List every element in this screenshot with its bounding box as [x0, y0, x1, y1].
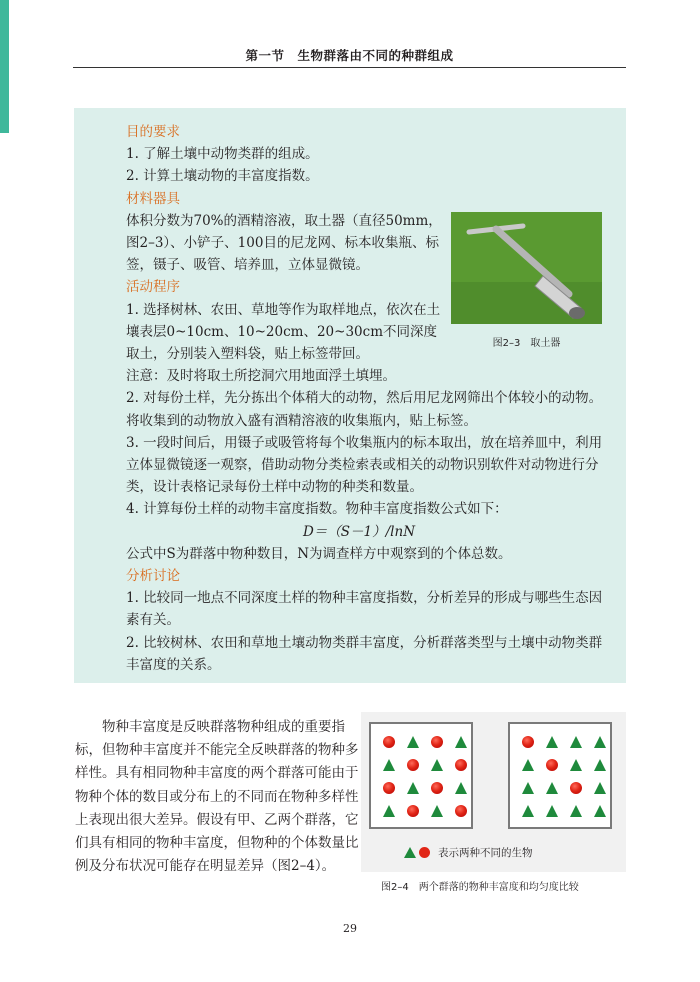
community-a-cell: [455, 736, 467, 748]
green-triangle-icon: [546, 805, 558, 817]
green-triangle-icon: [383, 759, 395, 771]
green-triangle-icon: [407, 782, 419, 794]
heading-procedure: 活动程序: [126, 279, 180, 296]
community-a-cell: [383, 805, 395, 817]
green-triangle-icon: [594, 736, 606, 748]
green-triangle-icon: [383, 805, 395, 817]
community-b-cell: [570, 736, 582, 748]
discussion-1: 1. 比较同一地点不同深度土样的物种丰富度指数，分析差异的形成与哪些生态因素有关。: [126, 590, 603, 629]
green-triangle-icon: [546, 782, 558, 794]
procedure-step-1: 1. 选择树林、农田、草地等作为取样地点，依次在土壤表层0~10cm、10~20cm、20~30cm不同深度取土，分别装入塑料袋，贴上标签带回。: [126, 301, 441, 363]
running-header: [73, 44, 626, 68]
green-triangle-icon: [594, 759, 606, 771]
community-b-cell: [594, 782, 606, 794]
green-triangle-icon: [570, 736, 582, 748]
procedure-step-4: 4. 计算每份土样的动物丰富度指数。物种丰富度指数公式如下：: [126, 501, 508, 518]
body-paragraph-text: 物种丰富度是反映群落物种组成的重要指标，但物种丰富度并不能完全反映群落的物种多样性。具有相同物种丰富度的两个群落可能由于物种个体的数目或分布上的不同而在物种多样性上表现出很大差异。假设有甲、乙两个群落，它们具有相同的物种丰富度，但物种的个体数量比例及分布状况可能存在明显差异（图2–4）。: [75, 719, 359, 875]
figure-2-4-caption: 图2–4 两个群落的物种丰富度和均匀度比较: [381, 882, 579, 893]
procedure-step-2: 2. 对每份土样，先分拣出个体稍大的动物，然后用尼龙网筛出个体较小的动物。将收集到的动物放入盛有酒精溶液的收集瓶内，贴上标签。: [126, 390, 603, 429]
red-dot-icon: [546, 759, 558, 771]
red-dot-icon: [570, 782, 582, 794]
red-dot-icon: [383, 782, 395, 794]
community-a-cell: [383, 782, 395, 794]
procedure-step-3: 3. 一段时间后，用镊子或吸管将每个收集瓶内的标本取出，放在培养皿中，利用立体显微镜逐一观察，借助动物分类检索表或相关的动物识别软件对动物进行分类，设计表格记录每份土样中动物的种类和数量。: [126, 434, 603, 496]
community-a-cell: [383, 759, 395, 771]
triangle-icon: [404, 847, 416, 858]
community-b-cell: [522, 759, 534, 771]
green-triangle-icon: [522, 782, 534, 794]
discussion-2: 2. 比较树林、农田和草地土壤动物类群丰富度，分析群落类型与土壤中动物类群丰富度的关系。: [126, 634, 603, 673]
green-triangle-icon: [407, 736, 419, 748]
red-dot-icon: [419, 847, 430, 858]
community-a-cell: [407, 805, 419, 817]
community-b-cell: [546, 736, 558, 748]
activity-box: [74, 108, 626, 683]
soil-sampler-illustration: [451, 212, 602, 324]
red-dot-icon: [407, 805, 419, 817]
green-triangle-icon: [594, 782, 606, 794]
community-b-cell: [570, 782, 582, 794]
community-b-cell: [546, 759, 558, 771]
community-a-cell: [431, 805, 443, 817]
community-b-cell: [546, 805, 558, 817]
red-dot-icon: [431, 782, 443, 794]
community-a-cell: [407, 782, 419, 794]
community-a-cell: [407, 736, 419, 748]
green-triangle-icon: [455, 782, 467, 794]
community-b-cell: [522, 805, 534, 817]
community-a-cell: [431, 759, 443, 771]
green-triangle-icon: [522, 805, 534, 817]
community-a-cell: [455, 805, 467, 817]
community-b-cell: [594, 805, 606, 817]
heading-materials: 材料器具: [126, 190, 180, 207]
objective-2: 2. 计算土壤动物的丰富度指数。: [126, 168, 319, 185]
community-b-cell: [570, 759, 582, 771]
red-dot-icon: [455, 805, 467, 817]
community-b-cell: [594, 759, 606, 771]
community-a-cell: [431, 736, 443, 748]
objective-1: 1. 了解土壤中动物类群的组成。: [126, 146, 319, 163]
legend-text: 表示两种不同的生物: [438, 847, 533, 859]
richness-formula: D＝（S－1）/lnN: [302, 523, 416, 540]
red-dot-icon: [455, 759, 467, 771]
community-a-grid: [369, 722, 473, 829]
community-a-cell: [383, 736, 395, 748]
community-b-cell: [594, 736, 606, 748]
heading-discussion: 分析讨论: [126, 568, 180, 585]
red-dot-icon: [522, 736, 534, 748]
community-b-cell: [522, 782, 534, 794]
community-a-cell: [407, 759, 419, 771]
activity-text: [124, 121, 604, 676]
community-b-cell: [570, 805, 582, 817]
header-title: 第一节 生物群落由不同的种群组成: [245, 48, 454, 63]
chapter-side-tab: [0, 0, 9, 133]
photo-caption: 图2–3 取土器: [492, 338, 561, 349]
red-dot-icon: [407, 759, 419, 771]
figure-2-4: [361, 712, 626, 872]
green-triangle-icon: [522, 759, 534, 771]
green-triangle-icon: [570, 759, 582, 771]
materials-text: 体积分数为70%的酒精溶液，取土器（直径50mm，图2–3）、小铲子、100目的尼龙网、标本收集瓶、标签，镊子、吸管、培养皿，立体显微镜。: [126, 212, 442, 274]
community-b-grid: [508, 722, 612, 829]
heading-objectives: 目的要求: [126, 124, 180, 140]
community-a-cell: [431, 782, 443, 794]
green-triangle-icon: [546, 736, 558, 748]
figure-legend: [404, 845, 533, 860]
community-a-cell: [455, 759, 467, 771]
green-triangle-icon: [570, 805, 582, 817]
green-triangle-icon: [455, 736, 467, 748]
community-b-cell: [522, 736, 534, 748]
community-a-cell: [455, 782, 467, 794]
green-triangle-icon: [594, 805, 606, 817]
community-b-cell: [546, 782, 558, 794]
red-dot-icon: [431, 736, 443, 748]
procedure-note: 注意：及时将取土所挖洞穴用地面浮土填埋。: [126, 368, 396, 385]
green-triangle-icon: [431, 805, 443, 817]
red-dot-icon: [383, 736, 395, 748]
soil-sampler-photo: [451, 212, 602, 324]
page-number: 29: [343, 922, 357, 935]
formula-explanation: 公式中S为群落中物种数目，N为调查样方中观察到的个体总数。: [126, 545, 512, 562]
green-triangle-icon: [431, 759, 443, 771]
body-paragraph: [75, 716, 363, 878]
